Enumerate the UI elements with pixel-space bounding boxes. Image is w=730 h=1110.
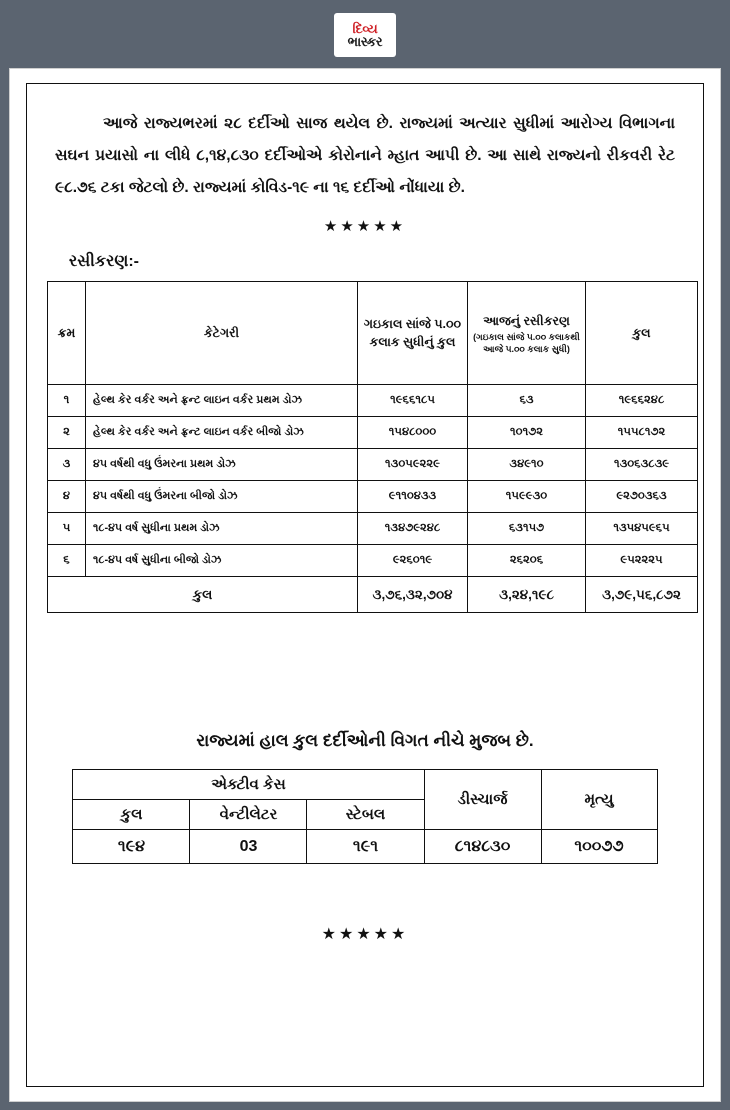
cell-no: ૬ <box>48 545 86 577</box>
table-total-row <box>48 577 698 613</box>
cell-today: ૧૦૧૭૨ <box>468 417 586 449</box>
cell-today: ૬૩ <box>468 385 586 417</box>
cell-stable: ૧૯૧ <box>307 830 424 864</box>
table-row <box>48 417 698 449</box>
cell-ventilator: 03 <box>190 830 307 864</box>
cell-no: ૧ <box>48 385 86 417</box>
cell-category: હેલ્થ કેર વર્કર અને ફ્રન્ટ લાઇન વર્કર બીજો ડોઝ <box>86 417 358 449</box>
cell-total: ૧૩૫૪૫૯૬૫ <box>586 513 698 545</box>
table-row <box>48 385 698 417</box>
patients-table-head <box>73 770 657 830</box>
cell-today: ૨૬૨૦૬ <box>468 545 586 577</box>
cell-no: ૪ <box>48 481 86 513</box>
col-header-total: કુલ <box>73 800 190 830</box>
document-border-frame <box>26 83 704 1087</box>
cell-yesterday: ૧૩૪૭૯૨૪૮ <box>358 513 468 545</box>
table-row <box>48 481 698 513</box>
vaccination-title: રસીકરણ:- <box>69 253 139 271</box>
cell-no: ૩ <box>48 449 86 481</box>
cell-discharge: ૮૧૪૮૩૦ <box>424 830 541 864</box>
table-header-row <box>48 282 698 385</box>
cell-category: ૪૫ વર્ષથી વધુ ઉંમરના બીજો ડોઝ <box>86 481 358 513</box>
intro-paragraph: આજે રાજ્યભરમાં ૨૮ દર્દીઓ સાજ થયેલ છે. રાજ્યમાં અત્યાર સુધીમાં આરોગ્ય વિભાગના સઘન પ્રયાસો ના લીધે ૮,૧૪,૮૩૦ દર્દીઓએ કોરોનાને મ્હાત આપી છે. આ સાથે રાજ્યનો રીકવરી રેટ ૯૮.૭૬ ટકા જેટલો છે. રાજ્યમાં કોવિડ-૧૯ ના ૧૬ દર્દીઓ નોંધાયા છે. <box>55 115 675 196</box>
cell-total-grand: ૩,૭૯,૫૬,૮૭૨ <box>586 577 698 613</box>
cell-total: ૧૩૦૬૩૮૩૯ <box>586 449 698 481</box>
cell-category: હેલ્થ કેર વર્કર અને ફ્રન્ટ લાઇન વર્કર પ્રથમ ડોઝ <box>86 385 358 417</box>
table-header-row <box>73 770 657 800</box>
table-row <box>73 830 657 864</box>
table-row <box>48 449 698 481</box>
logo-header <box>0 0 730 70</box>
col-header-no: ક્રમ <box>48 282 86 385</box>
cell-total: ૯૨૭૦૩૬૩ <box>586 481 698 513</box>
cell-total: ૧૯૬૬૨૪૮ <box>586 385 698 417</box>
cell-category: ૪૫ વર્ષથી વધુ ઉંમરના પ્રથમ ડોઝ <box>86 449 358 481</box>
cell-yesterday: ૯૨૬૦૧૯ <box>358 545 468 577</box>
cell-category: ૧૮-૪૫ વર્ષ સુધીના પ્રથમ ડોઝ <box>86 513 358 545</box>
patients-table <box>72 769 657 864</box>
cell-yesterday: ૧૯૬૬૧૮૫ <box>358 385 468 417</box>
cell-no: ૫ <box>48 513 86 545</box>
cell-yesterday: ૧૩૦૫૯૨૨૯ <box>358 449 468 481</box>
col-header-category: કેટેગરી <box>86 282 358 385</box>
col-header-today-sub: (ગઇકાલ સાંજે ૫.૦૦ કલાકથી આજે ૫.૦૦ કલાક સુધી) <box>473 332 580 354</box>
col-header-yesterday: ગઇકાલ સાંજે ૫.૦૦ કલાક સુધીનું કુલ <box>358 282 468 385</box>
cell-total-label: કુલ <box>48 577 358 613</box>
patients-table-body <box>73 830 657 864</box>
table-row <box>48 513 698 545</box>
col-header-active-cases: એક્ટીવ કેસ <box>73 770 424 800</box>
cell-yesterday: ૯૧૧૦૪૩૩ <box>358 481 468 513</box>
document-sheet <box>9 68 721 1102</box>
vaccination-table-body <box>48 385 698 613</box>
cell-yesterday: ૧૫૪૮૦૦૦ <box>358 417 468 449</box>
separator-top: ★★★★★ <box>323 218 407 236</box>
cell-total: ૯૫૨૨૨૫ <box>586 545 698 577</box>
logo-line-2: ભાસ્કર <box>347 34 383 49</box>
vaccination-table-head <box>48 282 698 385</box>
vaccination-table <box>47 281 698 613</box>
cell-death: ૧૦૦૭૭ <box>541 830 657 864</box>
cell-no: ૨ <box>48 417 86 449</box>
col-header-ventilator: વેન્ટીલેટર <box>190 800 307 830</box>
col-header-stable: સ્ટેબલ <box>307 800 424 830</box>
cell-today: ૩૪૯૧૦ <box>468 449 586 481</box>
cell-total: ૧૫૫૮૧૭૨ <box>586 417 698 449</box>
cell-today: ૬૩૧૫૭ <box>468 513 586 545</box>
col-header-today <box>468 282 586 385</box>
cell-category: ૧૮-૪૫ વર્ષ સુધીના બીજો ડોઝ <box>86 545 358 577</box>
col-header-discharge: ડીસ્ચાર્જ <box>424 770 541 830</box>
cell-total-yesterday: ૩,૭૬,૩૨,૭૦૪ <box>358 577 468 613</box>
separator-bottom: ★★★★★ <box>321 926 409 944</box>
cell-today: ૧૫૯૯૩૦ <box>468 481 586 513</box>
cell-active-total: ૧૯૪ <box>73 830 190 864</box>
patients-heading: રાજ્યમાં હાલ કુલ દર્દીઓની વિગત નીચે મુજબ છે. <box>196 731 534 751</box>
col-header-death: મૃત્યુ <box>541 770 657 830</box>
col-header-today-main: આજનું રસીકરણ <box>483 313 570 328</box>
logo-line-1: દિવ્ય <box>352 21 378 36</box>
cell-total-today: ૩,૨૪,૧૯૮ <box>468 577 586 613</box>
divya-bhaskar-logo <box>334 13 396 57</box>
table-row <box>48 545 698 577</box>
col-header-total: કુલ <box>586 282 698 385</box>
